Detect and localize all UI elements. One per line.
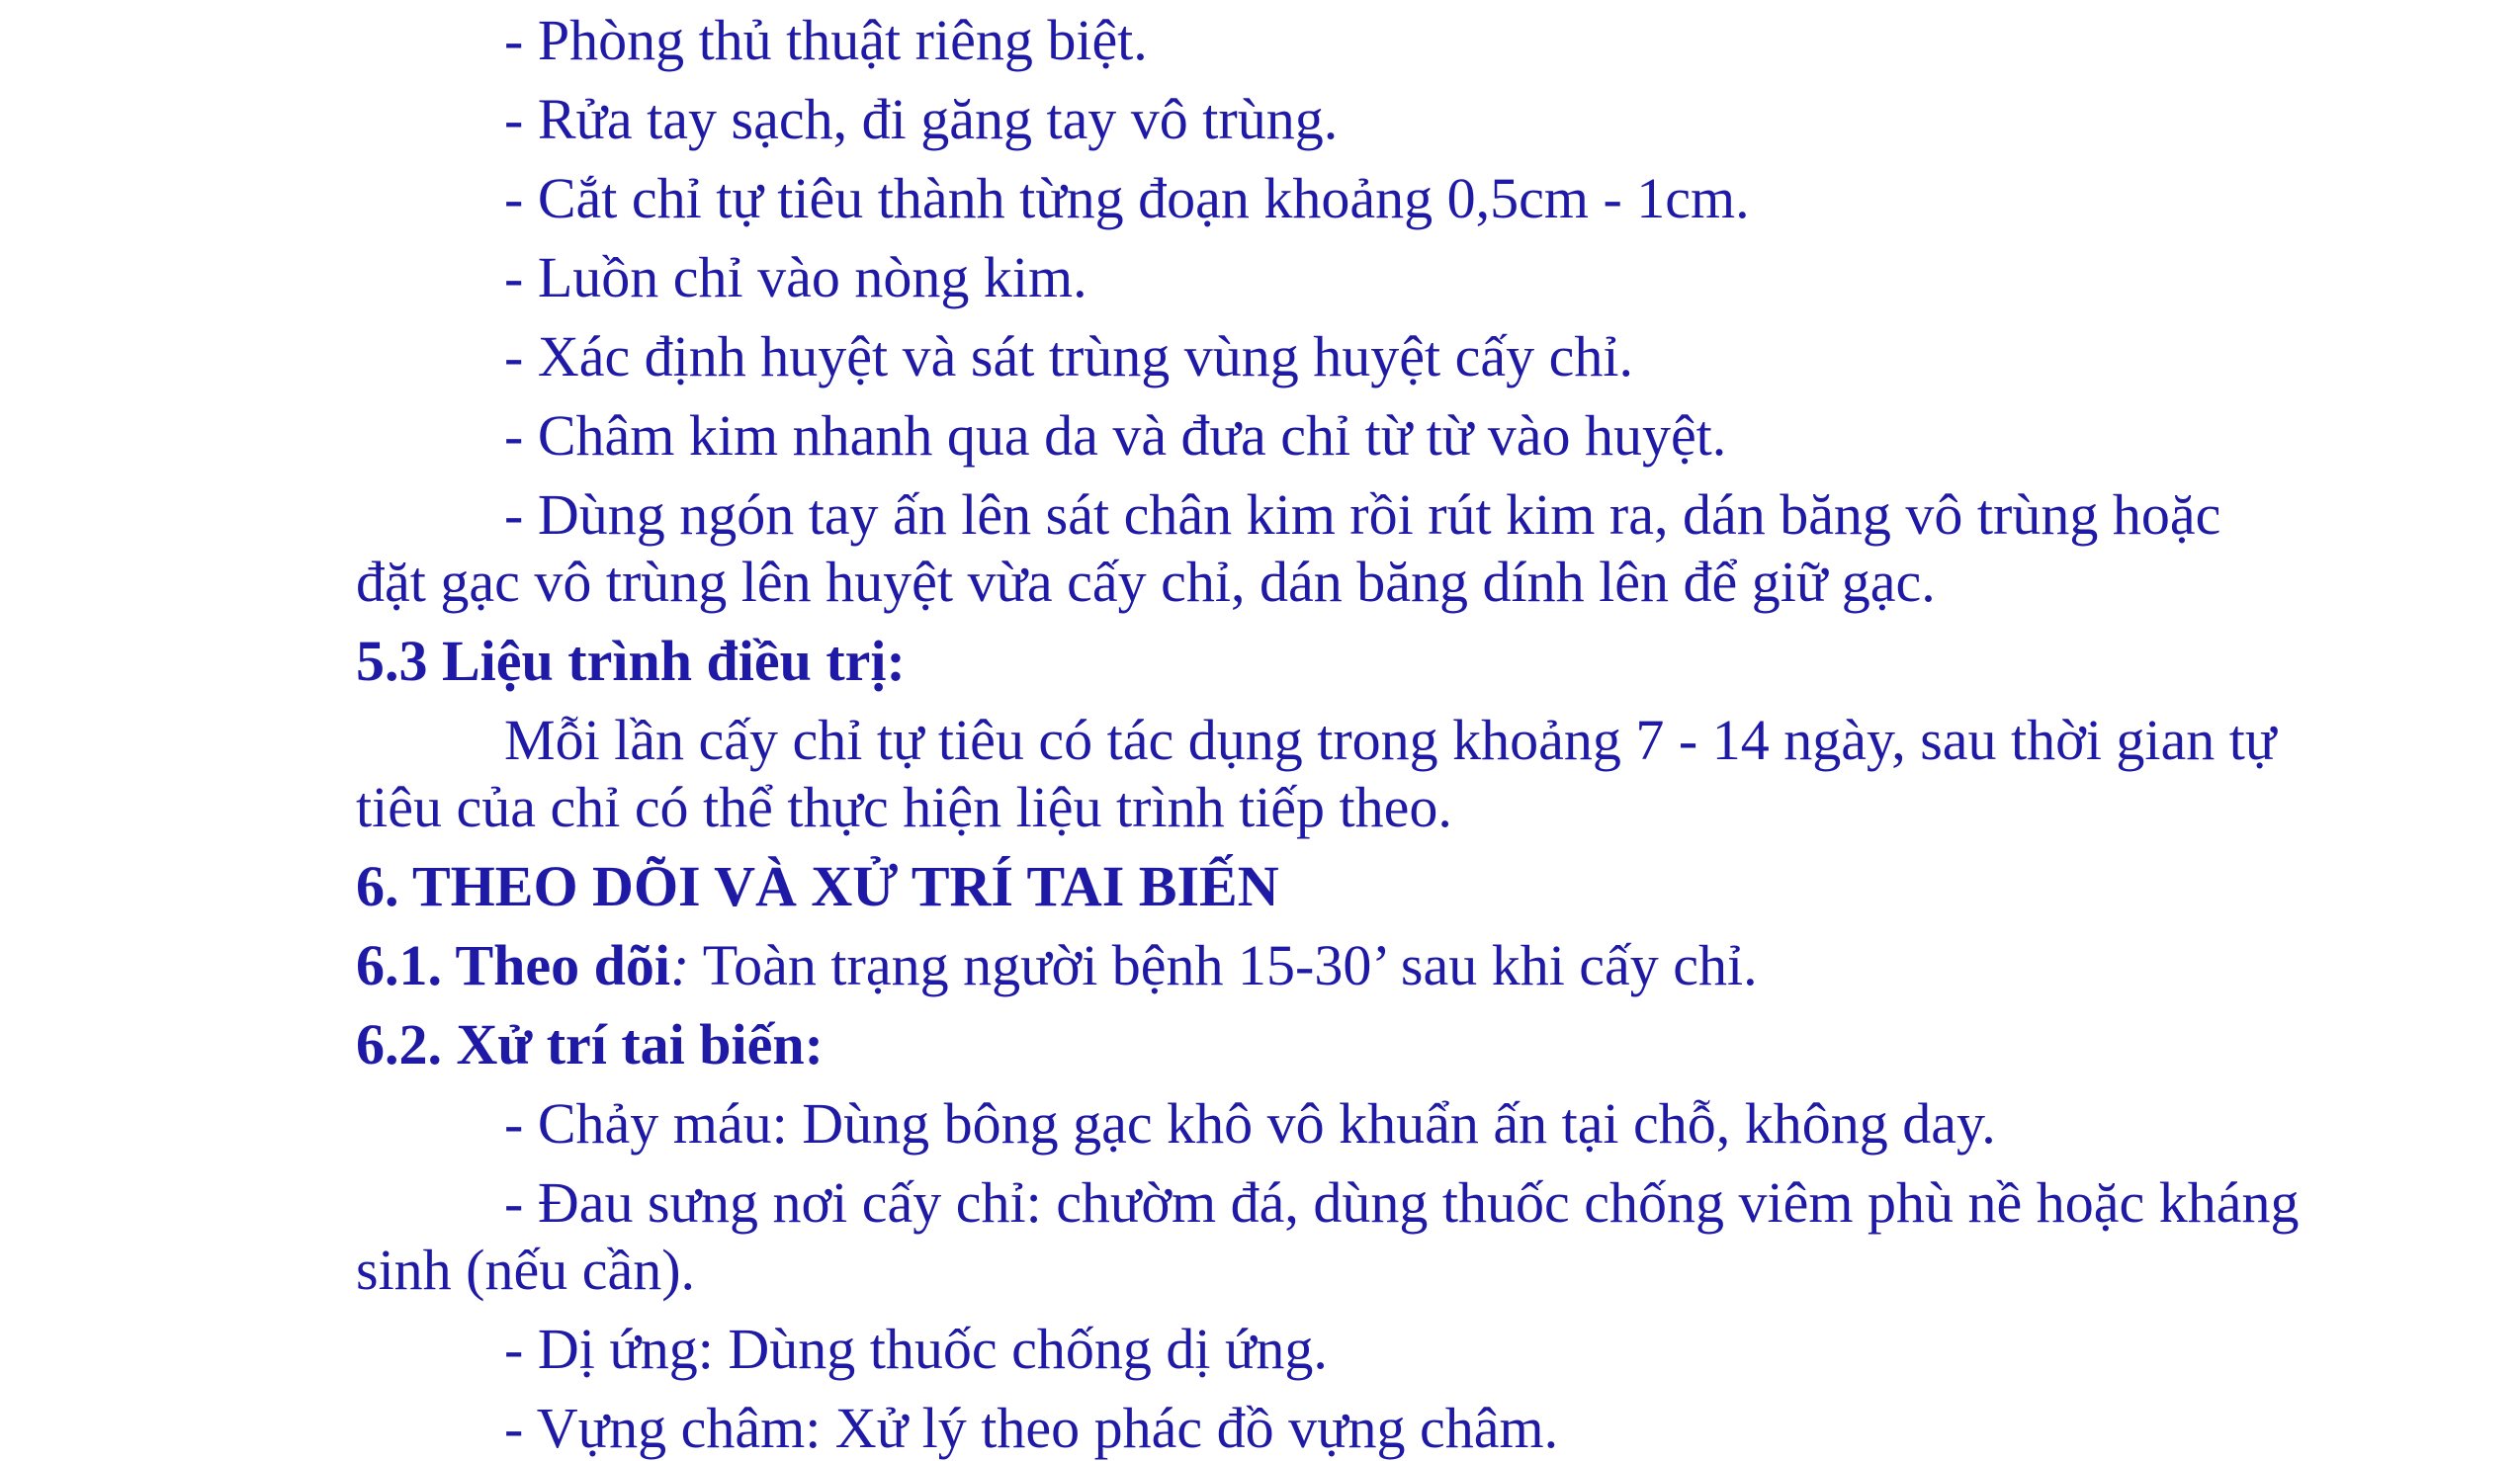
section-6-1-text: Toàn trạng người bệnh 15-30’ sau khi cấy chỉ.	[689, 933, 1758, 997]
complication-needle-fainting: - Vựng châm: Xử lý theo phác đồ vựng châm.	[504, 1396, 1559, 1460]
complication-allergy: - Dị ứng: Dùng thuốc chống dị ứng.	[504, 1317, 1328, 1381]
procedure-step-withdraw-needle-cont: đặt gạc vô trùng lên huyệt vừa cấy chỉ, dán băng dính lên để giữ gạc.	[356, 550, 1936, 614]
procedure-step-wash-hands: - Rửa tay sạch, đi găng tay vô trùng.	[504, 87, 1339, 151]
procedure-step-insert-needle: - Châm kim nhanh qua da và đưa chỉ từ từ vào huyệt.	[504, 403, 1727, 468]
section-heading-5-3: 5.3 Liệu trình điều trị:	[356, 629, 906, 693]
complication-swelling: - Đau sưng nơi cấy chỉ: chườm đá, dùng thuốc chống viêm phù nề hoặc kháng	[504, 1170, 2300, 1235]
section-6-1-label: 6.1. Theo dõi	[356, 933, 671, 997]
procedure-step-locate-acupoint: - Xác định huyệt và sát trùng vùng huyệt cấy chỉ.	[504, 324, 1633, 388]
section-heading-6: 6. THEO DÕI VÀ XỬ TRÍ TAI BIẾN	[356, 854, 1279, 918]
section-6-1-colon: :	[670, 933, 690, 997]
section-5-3-paragraph-line2: tiêu của chỉ có thể thực hiện liệu trình tiếp theo.	[356, 775, 1452, 839]
procedure-step-withdraw-needle: - Dùng ngón tay ấn lên sát chân kim rồi rút kim ra, dán băng vô trùng hoặc	[504, 482, 2221, 547]
complication-swelling-cont: sinh (nếu cần).	[356, 1238, 696, 1302]
procedure-step-thread-needle: - Luồn chỉ vào nòng kim.	[504, 245, 1087, 309]
section-5-3-paragraph-line1: Mỗi lần cấy chỉ tự tiêu có tác dụng trong khoảng 7 - 14 ngày, sau thời gian tự	[504, 708, 2277, 772]
procedure-step-cut-thread: - Cắt chỉ tự tiêu thành từng đoạn khoảng 0,5cm - 1cm.	[504, 166, 1750, 230]
complication-bleeding: - Chảy máu: Dùng bông gạc khô vô khuẩn ấn tại chỗ, không day.	[504, 1091, 1996, 1156]
section-6-1-line	[356, 933, 1758, 998]
procedure-step-separate-room: - Phòng thủ thuật riêng biệt.	[504, 8, 1148, 72]
section-heading-6-2: 6.2. Xử trí tai biến:	[356, 1012, 824, 1076]
